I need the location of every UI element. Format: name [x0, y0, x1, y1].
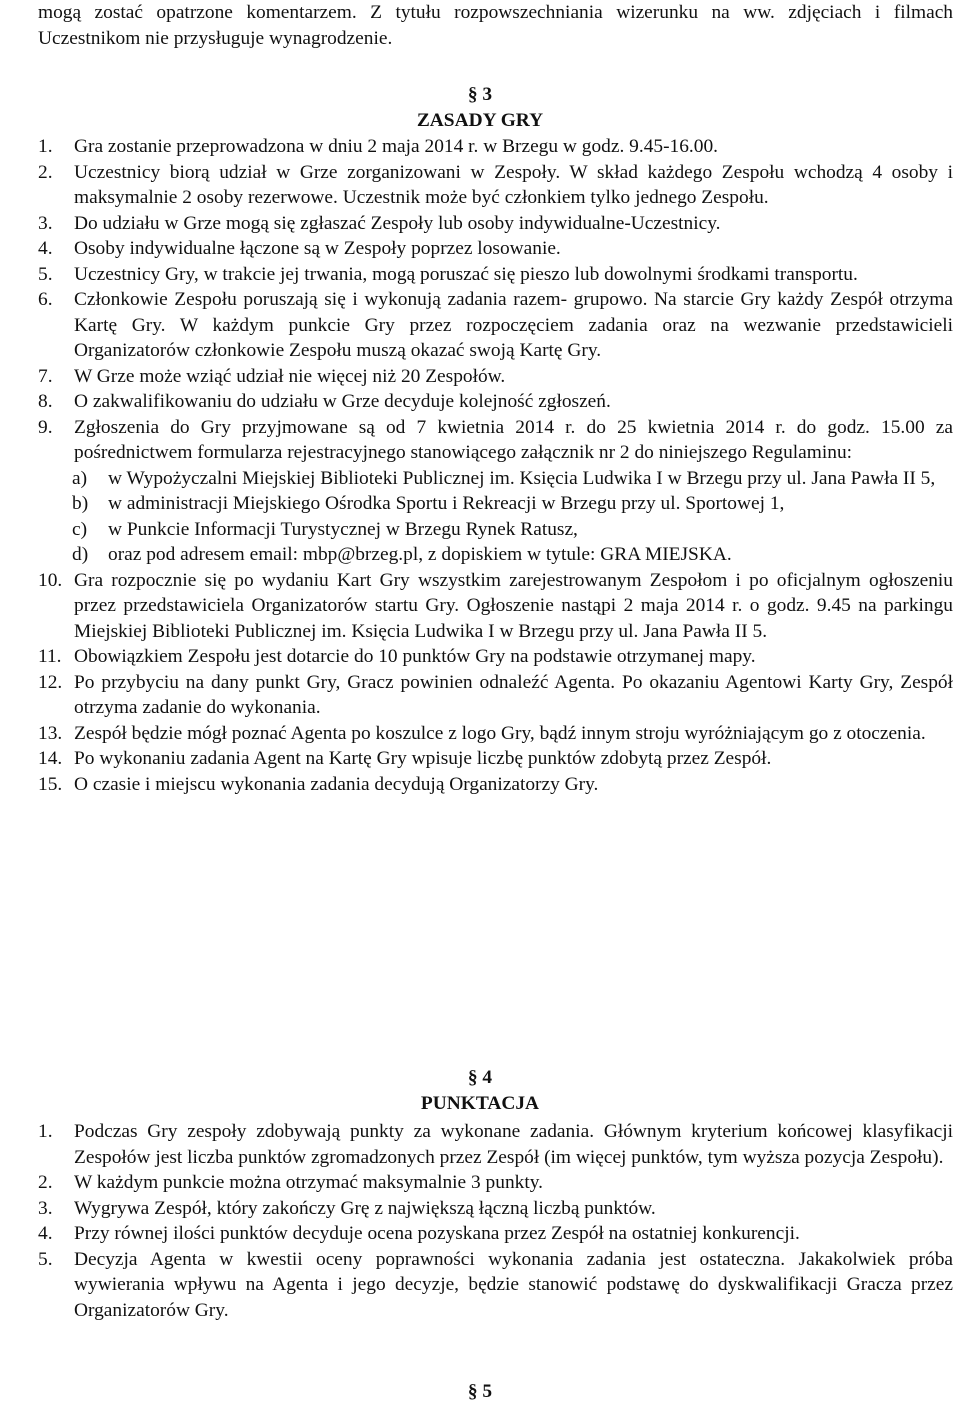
sub-item-text: w Wypożyczalni Miejskiej Biblioteki Publicznej im. Księcia Ludwika I w Brzegu przy ul. Jana Pawła II 5, [108, 467, 936, 489]
list-item [38, 1221, 953, 1247]
item-text: Wygrywa Zespół, który zakończy Grę z największą łączną liczbą punktów. [74, 1197, 656, 1219]
item-number: 5. [38, 1248, 53, 1270]
section-4-number: § 4 [467, 1067, 493, 1088]
item-text: Po przybyciu na dany punkt Gry, Gracz powinien odnaleźć Agenta. Po okazaniu Agentowi Karty Gry, Zespół otrzyma zadanie do wykonania. [74, 671, 953, 718]
list-item [38, 262, 953, 288]
list-item [38, 364, 953, 390]
sub-list-item [38, 491, 953, 517]
item-number: 2. [38, 161, 53, 183]
list-item [38, 389, 953, 415]
item-text: Gra zostanie przeprowadzona w dniu 2 maja 2014 r. w Brzegu w godz. 9.45-16.00. [74, 136, 719, 157]
sub-item-letter: c) [72, 518, 88, 540]
list-item [38, 415, 953, 466]
sub-item-letter: b) [72, 493, 89, 514]
item-number: 8. [38, 391, 53, 412]
sub-list-item [38, 466, 953, 492]
section-3-number: § 3 [467, 84, 493, 105]
sub-item-letter: d) [72, 544, 89, 565]
item-number: 15. [38, 773, 63, 795]
item-number: 1. [38, 1121, 53, 1142]
item-text: Zespół będzie mógł poznać Agenta po koszulce z logo Gry, bądź innym stroju wyróżniającym go z otoczenia. [74, 722, 926, 744]
item-text: Przy równej ilości punktów decyduje ocena pozyskana przez Zespół na ostatniej konkurencji. [74, 1223, 800, 1244]
section-4-header [0, 1065, 960, 1116]
list-item [38, 644, 953, 670]
section-5-header [0, 1379, 960, 1405]
item-number: 7. [38, 365, 53, 387]
list-item [38, 287, 953, 364]
item-number: 1. [38, 136, 53, 157]
sub-item-text: w Punkcie Informacji Turystycznej w Brzegu Rynek Ratusz, [108, 518, 578, 540]
item-number: 5. [38, 263, 53, 285]
item-number: 11. [38, 646, 62, 667]
list-item [38, 236, 953, 262]
section-3-title: ZASADY GRY [416, 109, 544, 131]
item-text: Osoby indywidualne łączone są w Zespoły poprzez losowanie. [74, 238, 561, 259]
item-number: 13. [38, 722, 63, 744]
list-item [38, 1247, 953, 1324]
item-number: 3. [38, 1197, 53, 1219]
item-text: W Grze może wziąć udział nie więcej niż 20 Zespołów. [74, 365, 506, 387]
item-number: 10. [38, 569, 63, 591]
sub-item-letter: a) [72, 467, 88, 489]
section-4-list [38, 1119, 953, 1323]
list-item [38, 721, 953, 747]
sub-item-text: oraz pod adresem email: mbp@brzeg.pl, z dopiskiem w tytule: GRA MIEJSKA. [108, 544, 732, 565]
item-text: Gra rozpocznie się po wydaniu Kart Gry wszystkim zarejestrowanym Zespołom i po oficjalnym ogłoszeniu przez przedstawiciela Organizatorów startu Gry. Ogłoszenie nastąpi 2 maja 2014 r. o godz. 9.45 na parkingu Miejskiej Biblioteki Publicznej im. Księcia Ludwika I w Brzegu przy ul. Jana Pawła II 5. [74, 569, 953, 642]
item-number: 14. [38, 748, 63, 769]
item-number: 4. [38, 1223, 53, 1244]
item-number: 3. [38, 212, 53, 234]
list-item [38, 211, 953, 237]
intro-paragraph: mogą zostać opatrzone komentarzem. Z tytułu rozpowszechniania wizerunku na ww. zdjęciach i filmach Uczestnikom nie przysługuje wynagrodzenie. [38, 2, 953, 49]
item-text: Uczestnicy Gry, w trakcie jej trwania, mogą poruszać się pieszo lub dowolnymi środkami transportu. [74, 263, 858, 285]
list-item [38, 568, 953, 645]
section-4-title: PUNKTACJA [420, 1092, 540, 1114]
sub-list-item [38, 517, 953, 543]
section-3-list [38, 134, 953, 797]
list-item [38, 1196, 953, 1222]
sub-item-text: w administracji Miejskiego Ośrodka Sportu i Rekreacji w Brzegu przy ul. Sportowej 1, [108, 493, 785, 514]
list-item [38, 1170, 953, 1196]
item-number: 9. [38, 416, 53, 438]
list-item [38, 134, 953, 160]
item-text: Do udziału w Grze mogą się zgłaszać Zespoły lub osoby indywidualne-Uczestnicy. [74, 212, 721, 234]
list-item [38, 746, 953, 772]
item-text: Uczestnicy biorą udział w Grze zorganizowani w Zespoły. W skład każdego Zespołu wchodzą 4 osoby i maksymalnie 2 osoby rezerwowe. Uczestnik może być członkiem tylko jednego Zespołu. [74, 161, 953, 208]
section-3-header [0, 82, 960, 133]
item-text: Po wykonaniu zadania Agent na Kartę Gry wpisuje liczbę punktów zdobytą przez Zespół. [74, 748, 772, 769]
item-number: 12. [38, 671, 63, 693]
list-item [38, 160, 953, 211]
item-text: Podczas Gry zespoły zdobywają punkty za wykonane zadania. Głównym kryterium końcowej klasyfikacji Zespołów jest liczba punktów zgromadzonych przez Zespół (im więcej punktów, tym wyższa pozycja Zespołu). [74, 1121, 953, 1168]
sub-list-item [38, 542, 953, 568]
section-5-number: § 5 [467, 1381, 493, 1402]
list-item [38, 772, 953, 798]
list-item [38, 670, 953, 721]
list-item [38, 1119, 953, 1170]
item-number: 6. [38, 289, 53, 310]
item-number: 2. [38, 1172, 53, 1193]
item-text: Członkowie Zespołu poruszają się i wykonują zadania razem- grupowo. Na starcie Gry każdy Zespół otrzyma Kartę Gry. W każdym punkcie Gry przez rozpoczęciem zadania oraz na wezwanie przedstawicieli Organizatorów członkowie Zespołu muszą okazać swoją Kartę Gry. [74, 289, 953, 361]
item-number: 4. [38, 238, 53, 259]
item-text: Obowiązkiem Zespołu jest dotarcie do 10 punktów Gry na podstawie otrzymanej mapy. [74, 646, 756, 667]
item-text: W każdym punkcie można otrzymać maksymalnie 3 punkty. [74, 1172, 544, 1193]
item-text: Decyzja Agenta w kwestii oceny poprawności wykonania zadania jest ostateczna. Jakakolwiek próba wywierania wpływu na Agenta i jego decyzje, będzie stanowić podstawę do dyskwalifikacji Gracza przez Organizatorów Gry. [74, 1248, 953, 1321]
item-text: O czasie i miejscu wykonania zadania decydują Organizatorzy Gry. [74, 773, 599, 795]
item-text: Zgłoszenia do Gry przyjmowane są od 7 kwietnia 2014 r. do 25 kwietnia 2014 r. do godz. 15.00 za pośrednictwem formularza rejestracyjnego stanowiącego załącznik nr 2 do niniejszego Regulaminu: [74, 416, 953, 463]
item-text: O zakwalifikowaniu do udziału w Grze decyduje kolejność zgłoszeń. [74, 391, 611, 412]
